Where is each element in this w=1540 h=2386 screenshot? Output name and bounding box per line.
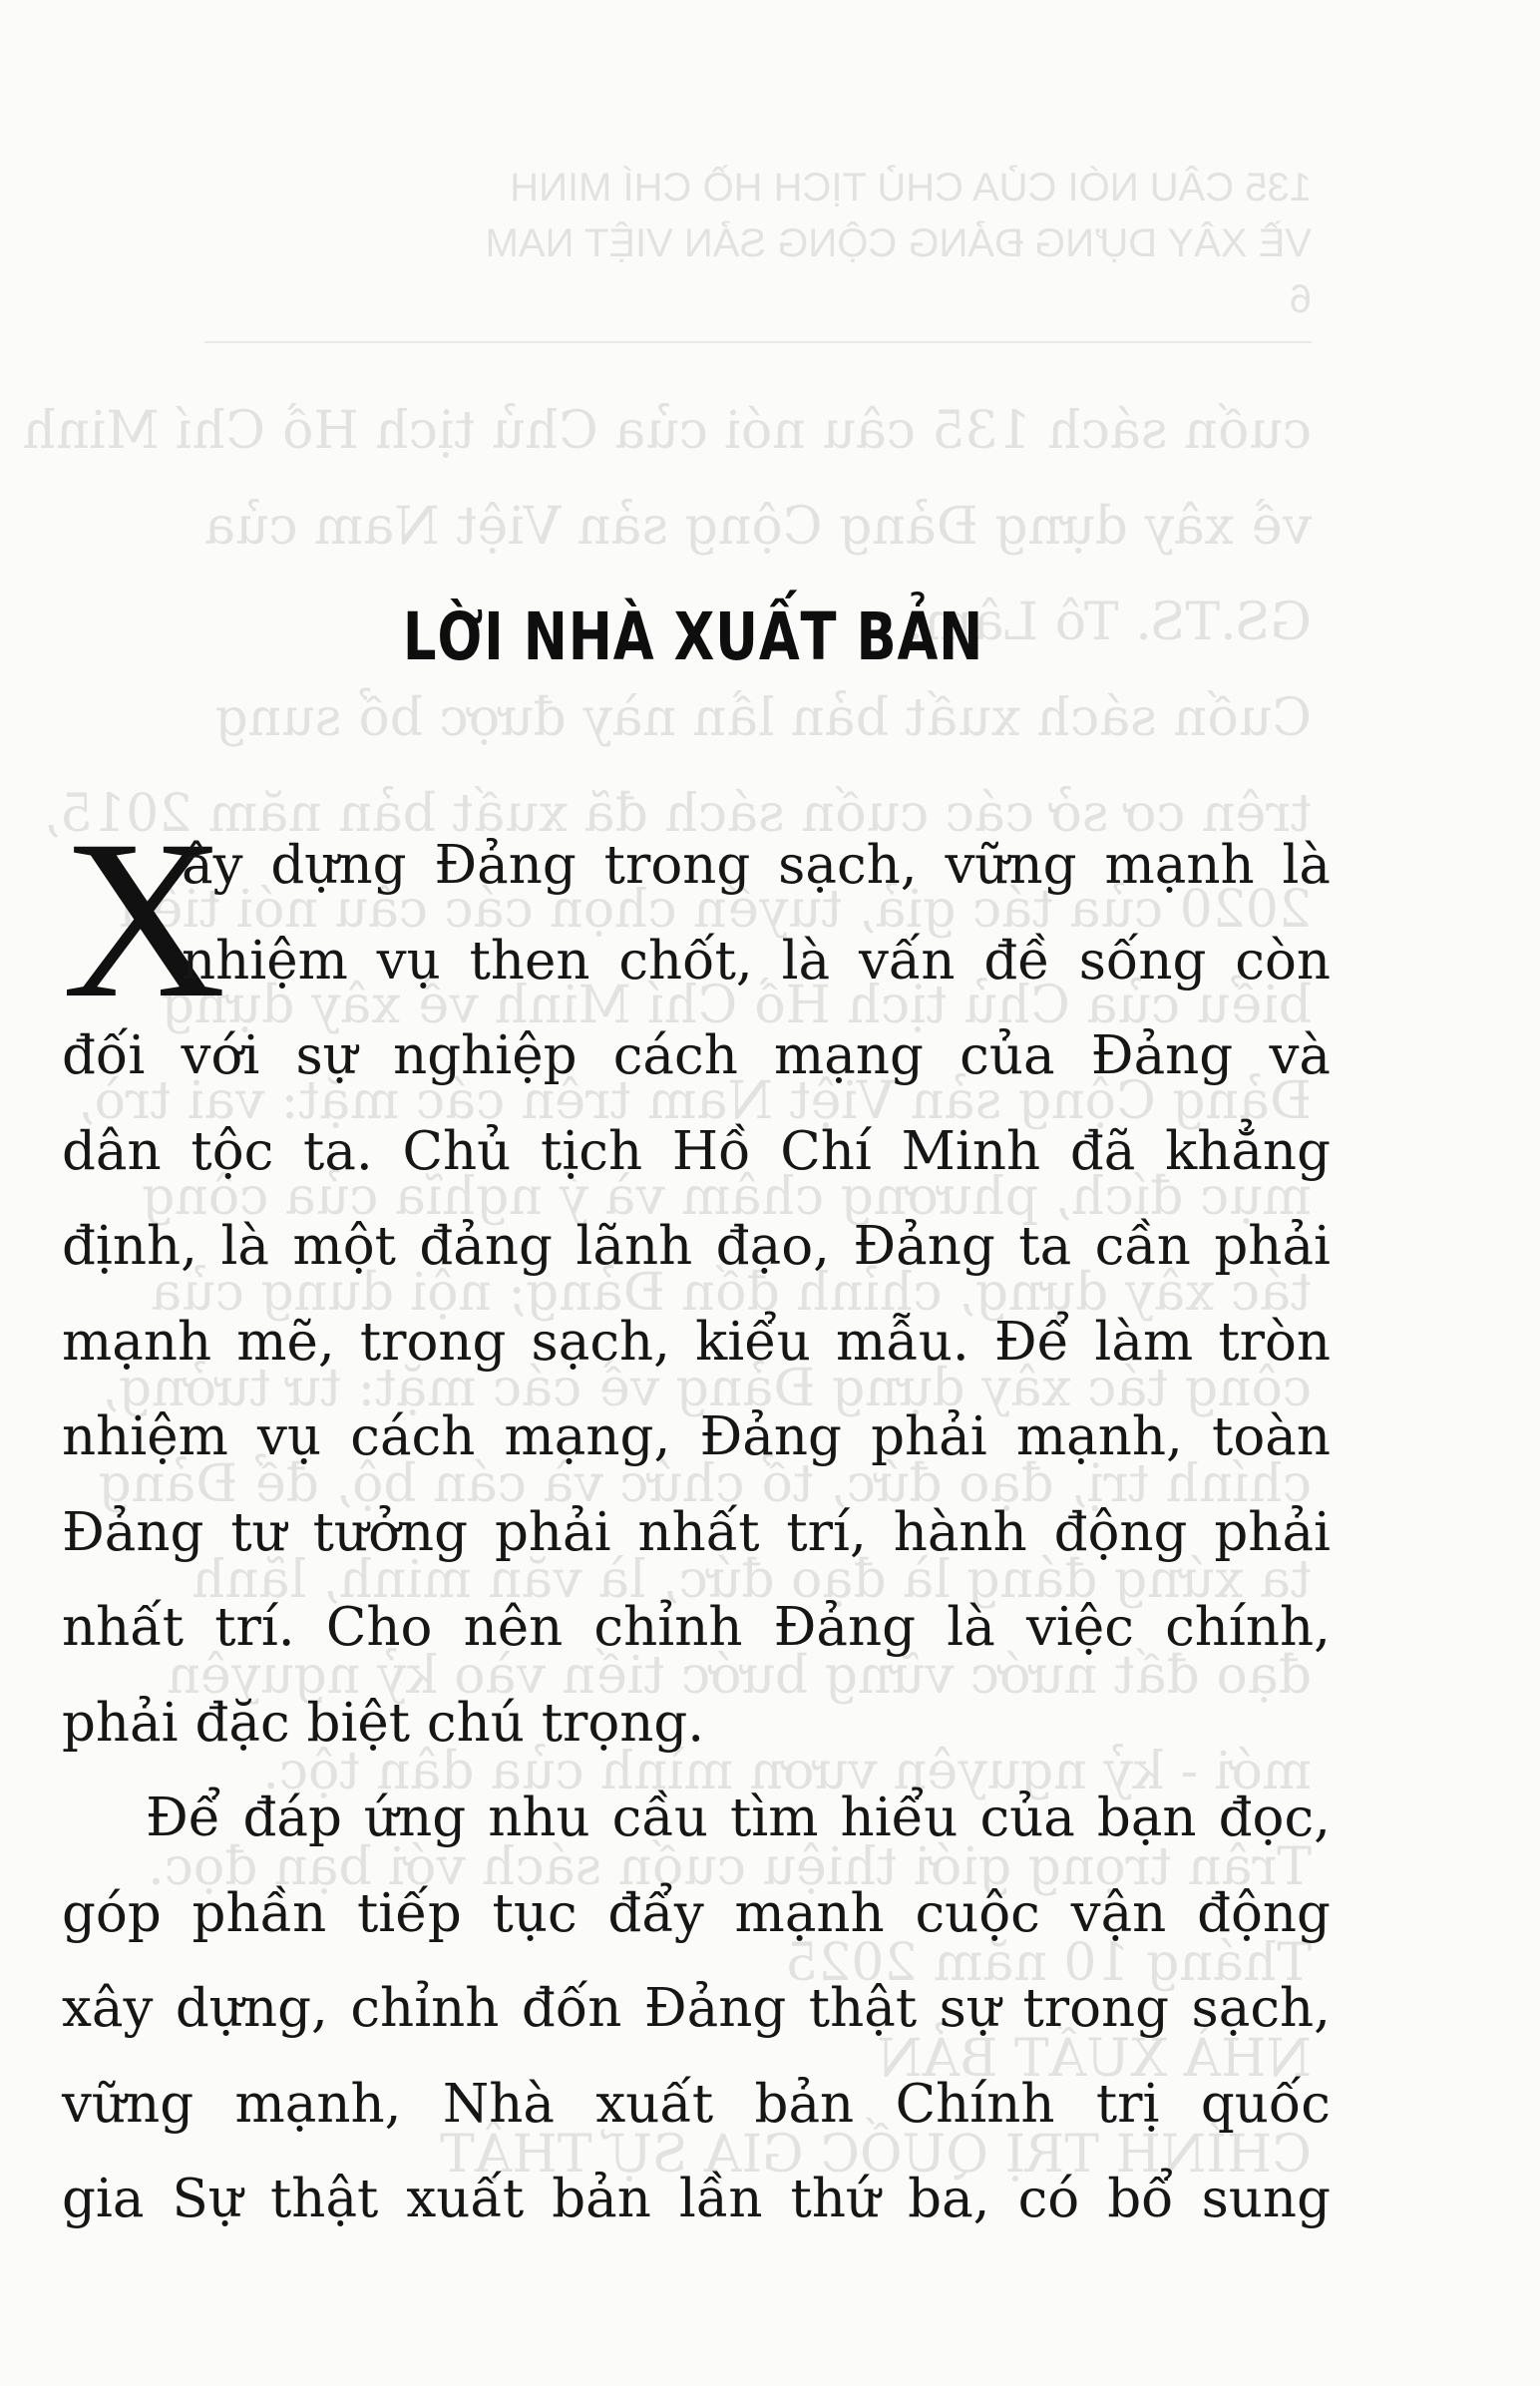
body-text — [62, 818, 1331, 2247]
paragraph-1-line: nhiệm vụ cách mạng, Đảng phải mạnh, toàn — [62, 1406, 1331, 1467]
ghost-header-line: VỀ XÂY DỰNG ĐẢNG CỘNG SẢN VIỆT NAM — [485, 221, 1312, 265]
paragraph-2-line: gia Sự thật xuất bản lần thứ ba, có bổ sung — [62, 2169, 1331, 2229]
ghost-line: Đảng Cộng sản Việt Nam trên các mặt: vai trò, — [78, 1071, 1312, 1131]
ghost-line: mới - kỷ nguyên vươn mình của dân tộc. — [262, 1742, 1312, 1801]
paragraph-1-line: đối với sự nghiệp cách mạng của Đảng và — [62, 1025, 1331, 1086]
ghost-line: chính trị, đạo đức, tổ chức và cán bộ, để Đảng — [98, 1454, 1312, 1514]
paragraph-1-line: Đảng tư tưởng phải nhất trí, hành động phải — [62, 1501, 1331, 1563]
paragraph-2-line: xây dựng, chỉnh đốn Đảng thật sự trong sạch, — [62, 1978, 1331, 2039]
ghost-header-line: 135 CÂU NÓI CỦA CHỦ TỊCH HỒ CHÍ MINH — [510, 166, 1312, 209]
paragraph-1-line: dân tộc ta. Chủ tịch Hồ Chí Minh đã khẳng — [62, 1120, 1331, 1182]
ghost-line: trên cơ sở các cuốn sách đã xuất bản năm 2015, — [43, 784, 1312, 844]
paragraph-1-line: mạnh mẽ, trong sạch, kiểu mẫu. Để làm tròn — [62, 1311, 1331, 1373]
paragraph-1-line: định, là một đảng lãnh đạo, Đảng ta cần phải — [62, 1216, 1331, 1277]
ghost-header-rule — [204, 341, 1312, 343]
paragraph-1-line: phải đặc biệt chú trọng. — [62, 1692, 705, 1754]
paragraph-2-line: góp phần tiếp tục đẩy mạnh cuộc vận động — [62, 1882, 1331, 1944]
ghost-line: Tháng 10 năm 2025 — [785, 1933, 1312, 1993]
ghost-page-number: 6 — [1289, 277, 1312, 321]
paragraph-1-line: nhất trí. Cho nên chỉnh Đảng là việc chính, — [62, 1597, 1331, 1658]
ghost-line: cuốn sách 135 câu nói của Chủ tịch Hồ Chí Minh — [22, 401, 1312, 461]
drop-cap: X — [62, 794, 226, 1045]
ghost-line: GS.TS. Tô Lâm. — [907, 593, 1312, 652]
paragraph-1-line: nhiệm vụ then chốt, là vấn đề sống còn — [182, 930, 1331, 992]
dropcap-indented-lines — [182, 818, 1331, 1008]
ghost-line: Cuốn sách xuất bản lần này được bổ sung — [214, 688, 1312, 748]
paragraph-1-line: ây dựng Đảng trong sạch, vững mạnh là — [182, 835, 1331, 896]
paragraph-2-line: vững mạnh, Nhà xuất bản Chính trị quốc — [62, 2073, 1331, 2135]
ghost-line: công tác xây dựng Đảng về các mặt: tư tưởng, — [102, 1359, 1312, 1418]
ghost-line: Trân trọng giới thiệu cuốn sách với bạn đọc. — [148, 1837, 1312, 1897]
ghost-line: mục đích, phương châm và ý nghĩa của công — [142, 1167, 1312, 1227]
section-title: LỜI NHÀ XUẤT BẢN — [402, 598, 984, 675]
ghost-line: về xây dựng Đảng Cộng sản Việt Nam của — [203, 497, 1312, 557]
ghost-line: biểu của Chủ tịch Hồ Chí Minh về xây dựng — [161, 976, 1312, 1035]
paragraph-2-line: Để đáp ứng nhu cầu tìm hiểu của bạn đọc, — [146, 1788, 1331, 1848]
ghost-running-header — [55, 160, 1312, 327]
ghost-line: NHÀ XUẤT BẢN — [877, 2029, 1312, 2089]
ghost-line: 2020 của tác giả, tuyển chọn các câu nói tiêu — [119, 880, 1312, 940]
ghost-line: CHÍNH TRỊ QUỐC GIA SỰ THẬT — [440, 2125, 1312, 2185]
ghost-line: tác xây dựng, chỉnh đốn Đảng; nội dung của — [151, 1263, 1312, 1323]
ghost-line: ta xứng đáng là đạo đức, là văn minh, lãnh — [192, 1550, 1312, 1610]
ghost-line: đạo đất nước vững bước tiến vào kỷ nguyên — [167, 1646, 1312, 1706]
